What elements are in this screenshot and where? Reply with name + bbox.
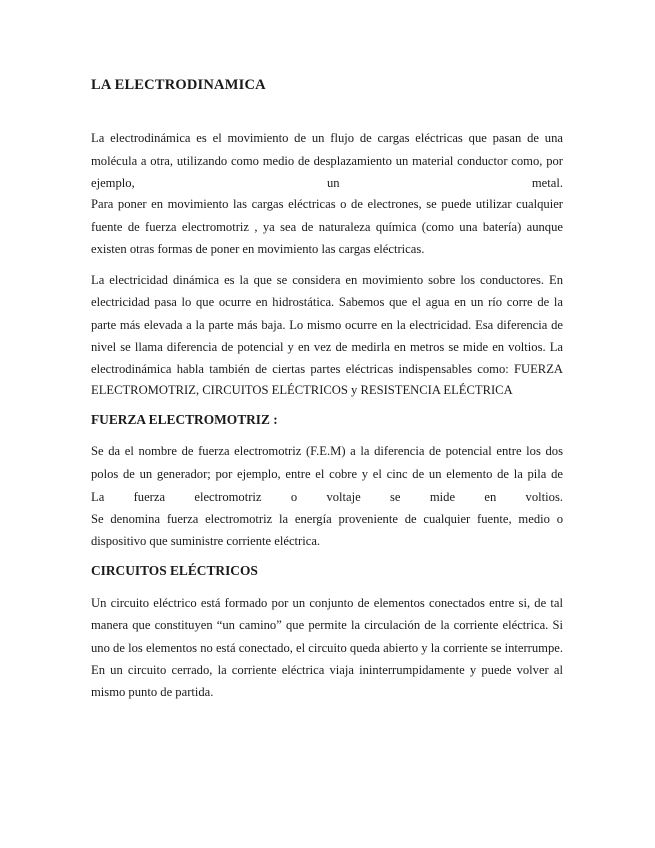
paragraph-line: Un circuito eléctrico está formado por un conjunto de elementos conectados entre si, de tal xyxy=(91,596,563,610)
paragraph-line: electrodinámica habla también de ciertas partes eléctricas indispensables como: FUERZA xyxy=(91,362,563,376)
paragraph-line: Para poner en movimiento las cargas eléctricas o de electrones, se puede utilizar cualquier xyxy=(91,197,563,211)
paragraph-line: electricidad pasa lo que ocurre en hidrostática. Sabemos que el agua en un río corre de la xyxy=(91,295,563,309)
section-heading-fem: FUERZA ELECTROMOTRIZ : xyxy=(91,412,278,427)
paragraph-line: existen otras formas de poner en movimiento las cargas eléctricas. xyxy=(91,242,425,256)
paragraph-line: parte más elevada a la parte más baja. Lo mismo ocurre en la electricidad. Esa diferencia de xyxy=(91,318,563,332)
paragraph-line: nivel se llama diferencia de potencial y en vez de medirla en metros se mide en voltios. La xyxy=(91,340,563,354)
paragraph-line: manera que constituyen “un camino” que permite la circulación de la corriente eléctrica. Si xyxy=(91,618,563,632)
paragraph-line: Se denomina fuerza electromotriz la energía proveniente de cualquier fuente, medio o xyxy=(91,512,563,526)
paragraph-line: molécula a otra, utilizando como medio de desplazamiento un material conductor como, por xyxy=(91,154,563,168)
paragraph-line: dispositivo que suministre corriente eléctrica. xyxy=(91,534,321,548)
paragraph-line: En un circuito cerrado, la corriente eléctrica viaja ininterrumpidamente y puede volver al xyxy=(91,663,563,677)
document-title: LA ELECTRODINAMICA xyxy=(91,77,266,93)
paragraph-line: uno de los elementos no está conectado, el circuito queda abierto y la corriente se interrumpe. xyxy=(91,641,563,655)
paragraph-line: La electricidad dinámica es la que se considera en movimiento sobre los conductores. En xyxy=(91,273,563,287)
paragraph-line: polos de un generador; por ejemplo, entre el cobre y el cinc de un elemento de la pila de xyxy=(91,467,563,481)
paragraph-line: Se da el nombre de fuerza electromotriz (F.E.M) a la diferencia de potencial entre los dos xyxy=(91,444,563,458)
paragraph-line: fuente de fuerza electromotriz , ya sea de naturaleza química (como una batería) aunque xyxy=(91,220,563,234)
paragraph-line: La electrodinámica es el movimiento de un flujo de cargas eléctricas que pasan de una xyxy=(91,131,563,145)
section-heading-circuits: CIRCUITOS ELÉCTRICOS xyxy=(91,563,258,578)
paragraph-line: La fuerza electromotriz o voltaje se mide en voltios. xyxy=(91,490,563,504)
paragraph-line: ejemplo, un metal. xyxy=(91,176,563,190)
paragraph-line: mismo punto de partida. xyxy=(91,685,214,699)
paragraph-line: ELECTROMOTRIZ, CIRCUITOS ELÉCTRICOS y RESISTENCIA ELÉCTRICA xyxy=(91,383,513,397)
